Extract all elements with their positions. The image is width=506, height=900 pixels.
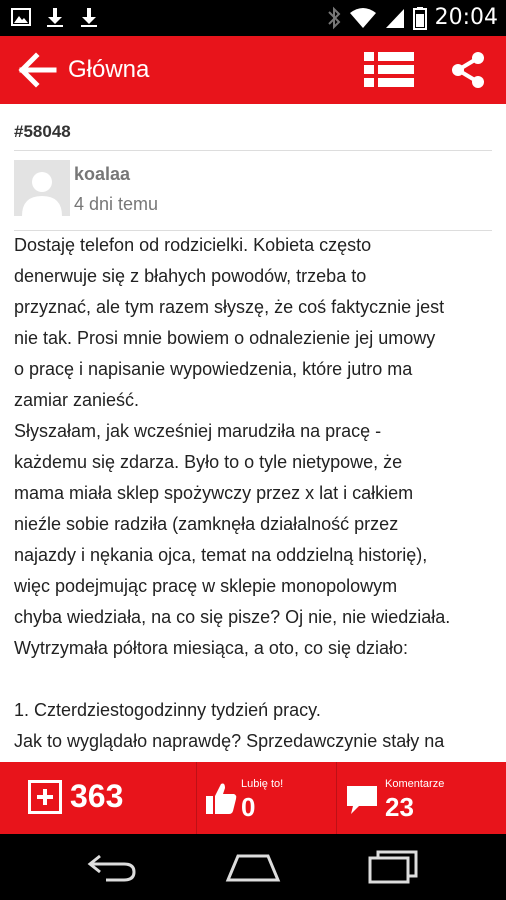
- signal-icon: [385, 7, 405, 29]
- post-body: Dostaję telefon od rodzicielki. Kobieta często denerwuje się z błahych powodów, trzeba to przyznać, ale tym razem słyszę, że coś faktycznie jest nie tak. Prosi mnie bowiem o odnalezienie jej umowy o pracę i napisanie wypowiedzenia, które jutro ma zamiar zanieść. Słyszałam, jak wcześniej marudziła na pracę - każdemu się zdarza. Było to o tyle nietypowe, że mama miała sklep spożywczy przez x lat i całkiem nieźle sobie radziła (zamknęła działalność przez najazdy i nękania ojca, temat na oddzielną historię), więc podejmując pracę w sklepie monopolowym chyba wiedziała, na co się pisze? Oj nie, nie wiedziała. Wytrzymała półtora miesiąca, a oto, co się działo: 1. Czterdziestogodzinny tydzień pracy. Jak to wyglądało naprawdę? Sprzedawczynie stały na: [14, 235, 451, 751]
- bluetooth-icon: [327, 6, 341, 30]
- status-time: 20:04: [434, 5, 498, 30]
- share-icon[interactable]: [448, 50, 488, 90]
- like-label: Lubię to!: [241, 778, 284, 790]
- comments-count: 23: [385, 792, 414, 822]
- app-title[interactable]: Główna: [68, 56, 150, 83]
- post-id: #58048: [14, 122, 71, 141]
- nav-home-icon[interactable]: [224, 852, 282, 882]
- nav-back-icon[interactable]: [86, 852, 138, 882]
- thumbs-up-icon: [205, 780, 237, 816]
- avatar: [14, 160, 70, 216]
- gallery-notification-icon: [10, 6, 32, 28]
- comments-label: Komentarze: [385, 778, 445, 790]
- wifi-icon: [349, 7, 377, 29]
- list-icon[interactable]: [362, 50, 416, 90]
- app-bar: [0, 36, 506, 104]
- author-name[interactable]: koalaa: [74, 164, 131, 184]
- post-time: 4 dni temu: [74, 194, 159, 214]
- status-bar: [0, 0, 506, 36]
- post-content[interactable]: [0, 104, 506, 762]
- download-notification-icon-2: [78, 6, 100, 28]
- plus-count: 363: [70, 778, 124, 814]
- download-notification-icon: [44, 6, 66, 28]
- divider: [14, 150, 492, 151]
- like-count: 0: [241, 792, 256, 822]
- user-placeholder-icon: [14, 160, 70, 216]
- system-nav-bar: [0, 834, 506, 900]
- like-button[interactable]: [196, 762, 335, 834]
- bottom-action-bar: [0, 762, 506, 834]
- battery-icon: [413, 6, 427, 30]
- plus-icon: [28, 780, 62, 814]
- nav-recent-apps-icon[interactable]: [368, 850, 418, 884]
- plus-vote-button[interactable]: [0, 762, 194, 834]
- comment-icon: [345, 784, 379, 816]
- comments-button[interactable]: [336, 762, 506, 834]
- back-arrow-icon[interactable]: [18, 50, 58, 90]
